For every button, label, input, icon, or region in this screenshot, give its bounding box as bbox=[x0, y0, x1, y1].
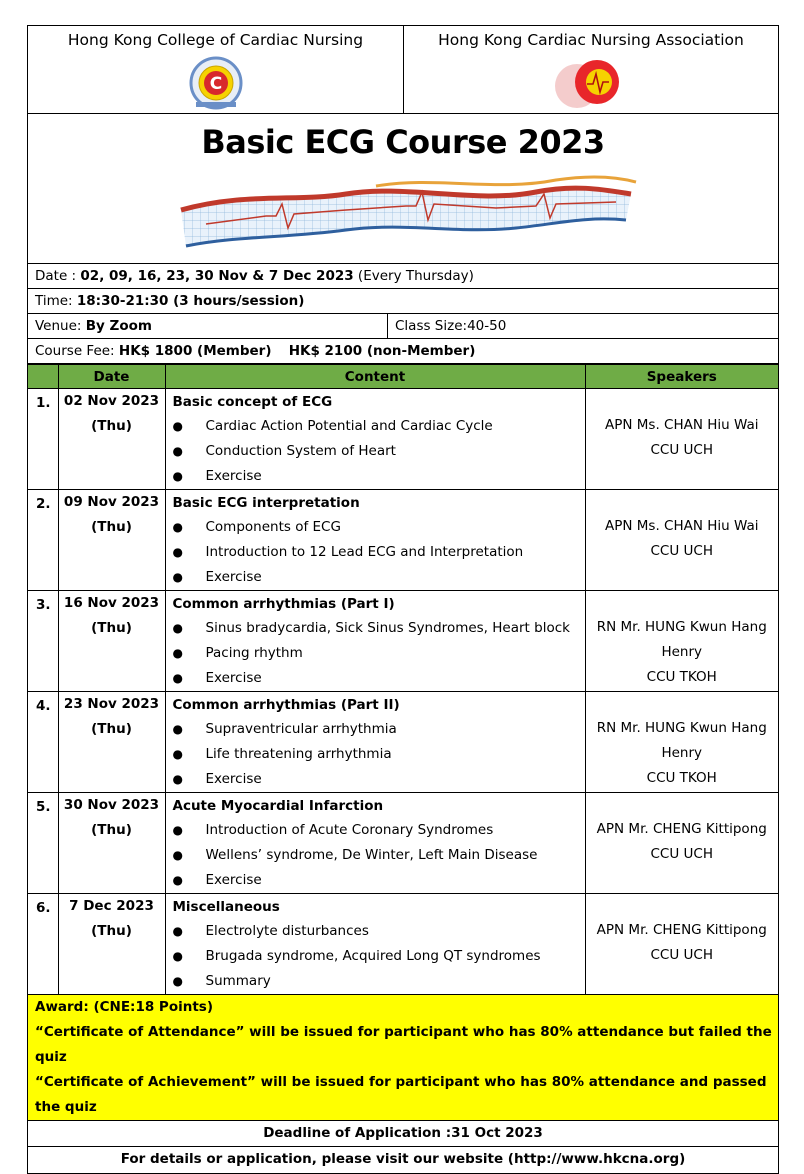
speaker-line: Henry bbox=[661, 644, 703, 660]
session-date-cell bbox=[58, 793, 165, 894]
session-speaker bbox=[585, 793, 778, 894]
header-speakers: Speakers bbox=[585, 365, 778, 389]
content-point: ● Summary bbox=[173, 969, 585, 994]
session-day: (Thu) bbox=[91, 620, 132, 636]
session-row bbox=[28, 692, 778, 793]
ecg-strip-illustration bbox=[176, 172, 636, 252]
session-topic: Miscellaneous bbox=[172, 899, 280, 915]
session-number: 5. bbox=[28, 793, 58, 894]
content-point: ● Conduction System of Heart bbox=[173, 439, 585, 464]
header-date: Date bbox=[58, 365, 165, 389]
content-points bbox=[173, 515, 585, 590]
award-achievement: “Certificate of Achievement” will be issued for participant who has 80% attendance and passed the quiz bbox=[35, 1074, 767, 1115]
session-date-cell bbox=[58, 894, 165, 995]
speaker-line: CCU UCH bbox=[650, 543, 713, 559]
session-date-cell bbox=[58, 692, 165, 793]
speaker-line: CCU TKOH bbox=[646, 669, 717, 685]
session-topic: Basic ECG interpretation bbox=[172, 495, 360, 511]
content-point: ● Life threatening arrhythmia bbox=[173, 742, 585, 767]
schedule-header-row bbox=[28, 365, 778, 389]
session-speaker bbox=[585, 490, 778, 591]
content-point: ● Exercise bbox=[173, 868, 585, 893]
hkcna-logo bbox=[551, 56, 631, 112]
session-day: (Thu) bbox=[91, 519, 132, 535]
org-left bbox=[28, 26, 403, 113]
award-section bbox=[28, 995, 778, 1121]
fee-member: HK$ 1800 (Member) bbox=[118, 343, 272, 359]
content-point: ● Introduction of Acute Coronary Syndromes bbox=[173, 818, 585, 843]
content-points bbox=[173, 717, 585, 792]
session-day: (Thu) bbox=[91, 721, 132, 737]
award-title: Award: (CNE:18 Points) bbox=[35, 999, 213, 1015]
session-day: (Thu) bbox=[91, 822, 132, 838]
content-point: ● Exercise bbox=[173, 767, 585, 792]
fee-label: Course Fee: bbox=[35, 343, 119, 359]
content-points bbox=[173, 414, 585, 489]
content-point: ● Wellens’ syndrome, De Winter, Left Main Disease bbox=[173, 843, 585, 868]
fee-row bbox=[28, 339, 778, 364]
schedule-table bbox=[28, 364, 778, 995]
speaker-line: CCU UCH bbox=[650, 442, 713, 458]
content-point: ● Exercise bbox=[173, 565, 585, 590]
content-point: ● Introduction to 12 Lead ECG and Interpretation bbox=[173, 540, 585, 565]
content-points bbox=[173, 616, 585, 691]
time-value: 18:30-21:30 (3 hours/session) bbox=[76, 293, 305, 309]
session-content bbox=[165, 490, 585, 591]
session-topic: Basic concept of ECG bbox=[172, 394, 333, 410]
content-point: ● Exercise bbox=[173, 464, 585, 489]
speaker-line: CCU UCH bbox=[650, 947, 713, 963]
speaker-line: RN Mr. HUNG Kwun Hang bbox=[596, 720, 767, 736]
content-point: ● Exercise bbox=[173, 666, 585, 691]
session-date: 23 Nov 2023 bbox=[63, 696, 160, 712]
session-date-cell bbox=[58, 591, 165, 692]
time-label: Time: bbox=[35, 293, 77, 309]
session-content bbox=[165, 894, 585, 995]
session-row bbox=[28, 389, 778, 490]
session-topic: Common arrhythmias (Part I) bbox=[172, 596, 395, 612]
session-row bbox=[28, 490, 778, 591]
venue-cell bbox=[28, 314, 388, 338]
session-content bbox=[165, 692, 585, 793]
content-point: ● Pacing rhythm bbox=[173, 641, 585, 666]
content-point: ● Cardiac Action Potential and Cardiac Cycle bbox=[173, 414, 585, 439]
session-speaker bbox=[585, 894, 778, 995]
content-points bbox=[173, 818, 585, 893]
session-content bbox=[165, 389, 585, 490]
venue-label: Venue: bbox=[35, 318, 86, 334]
speaker-line: RN Mr. HUNG Kwun Hang bbox=[596, 619, 767, 635]
date-label: Date : bbox=[35, 268, 81, 284]
session-day: (Thu) bbox=[91, 418, 132, 434]
session-date: 09 Nov 2023 bbox=[63, 494, 160, 510]
session-number: 3. bbox=[28, 591, 58, 692]
session-date: 30 Nov 2023 bbox=[63, 797, 160, 813]
session-topic: Common arrhythmias (Part II) bbox=[172, 697, 400, 713]
session-number: 2. bbox=[28, 490, 58, 591]
session-row bbox=[28, 793, 778, 894]
session-number: 6. bbox=[28, 894, 58, 995]
speaker-line: APN Ms. CHAN Hiu Wai bbox=[605, 417, 759, 433]
hkccn-logo-letter: C bbox=[209, 74, 222, 94]
speaker-line: APN Ms. CHAN Hiu Wai bbox=[605, 518, 759, 534]
session-speaker bbox=[585, 591, 778, 692]
session-date: 16 Nov 2023 bbox=[63, 595, 160, 611]
session-number: 1. bbox=[28, 389, 58, 490]
hkccn-logo bbox=[186, 56, 246, 110]
date-value: 02, 09, 16, 23, 30 Nov & 7 Dec 2023 bbox=[80, 268, 354, 284]
speaker-line: APN Mr. CHENG Kittipong bbox=[596, 821, 767, 837]
content-points bbox=[173, 919, 585, 994]
org-left-name: Hong Kong College of Cardiac Nursing bbox=[67, 31, 364, 49]
schedule-body bbox=[28, 389, 778, 995]
session-content bbox=[165, 591, 585, 692]
date-row bbox=[28, 264, 778, 289]
session-date-cell bbox=[58, 490, 165, 591]
content-point: ● Brugada syndrome, Acquired Long QT syndromes bbox=[173, 944, 585, 969]
session-date: 7 Dec 2023 bbox=[69, 898, 154, 914]
organizers-header bbox=[28, 26, 778, 114]
speaker-line: APN Mr. CHENG Kittipong bbox=[596, 922, 767, 938]
session-row bbox=[28, 591, 778, 692]
course-flyer bbox=[27, 25, 779, 1174]
content-point: ● Components of ECG bbox=[173, 515, 585, 540]
content-point: ● Sinus bradycardia, Sick Sinus Syndromes, Heart block bbox=[173, 616, 585, 641]
application-deadline: Deadline of Application :31 Oct 2023 bbox=[28, 1121, 778, 1147]
session-content bbox=[165, 793, 585, 894]
session-speaker bbox=[585, 692, 778, 793]
venue-value: By Zoom bbox=[85, 318, 152, 334]
session-number: 4. bbox=[28, 692, 58, 793]
venue-row bbox=[28, 314, 778, 339]
header-no bbox=[28, 365, 58, 389]
session-row bbox=[28, 894, 778, 995]
speaker-line: CCU UCH bbox=[650, 846, 713, 862]
fee-nonmember: HK$ 2100 (non-Member) bbox=[288, 343, 476, 359]
session-day: (Thu) bbox=[91, 923, 132, 939]
session-speaker bbox=[585, 389, 778, 490]
org-right bbox=[403, 26, 778, 113]
date-note: (Every Thursday) bbox=[353, 268, 474, 284]
header-content: Content bbox=[165, 365, 585, 389]
content-point: ● Electrolyte disturbances bbox=[173, 919, 585, 944]
speaker-line: Henry bbox=[661, 745, 703, 761]
session-date-cell bbox=[58, 389, 165, 490]
content-point: ● Supraventricular arrhythmia bbox=[173, 717, 585, 742]
speaker-line: CCU TKOH bbox=[646, 770, 717, 786]
session-topic: Acute Myocardial Infarction bbox=[172, 798, 384, 814]
org-right-name: Hong Kong Cardiac Nursing Association bbox=[438, 31, 744, 49]
course-title: Basic ECG Course 2023 bbox=[201, 123, 605, 161]
class-size: Class Size:40-50 bbox=[395, 318, 507, 334]
award-attendance: “Certificate of Attendance” will be issued for participant who has 80% attendance but failed the quiz bbox=[35, 1024, 772, 1065]
time-row bbox=[28, 289, 778, 314]
details-note: For details or application, please visit our website (http://www.hkcna.org) bbox=[120, 1151, 686, 1167]
session-date: 02 Nov 2023 bbox=[63, 393, 160, 409]
title-block bbox=[28, 114, 778, 264]
